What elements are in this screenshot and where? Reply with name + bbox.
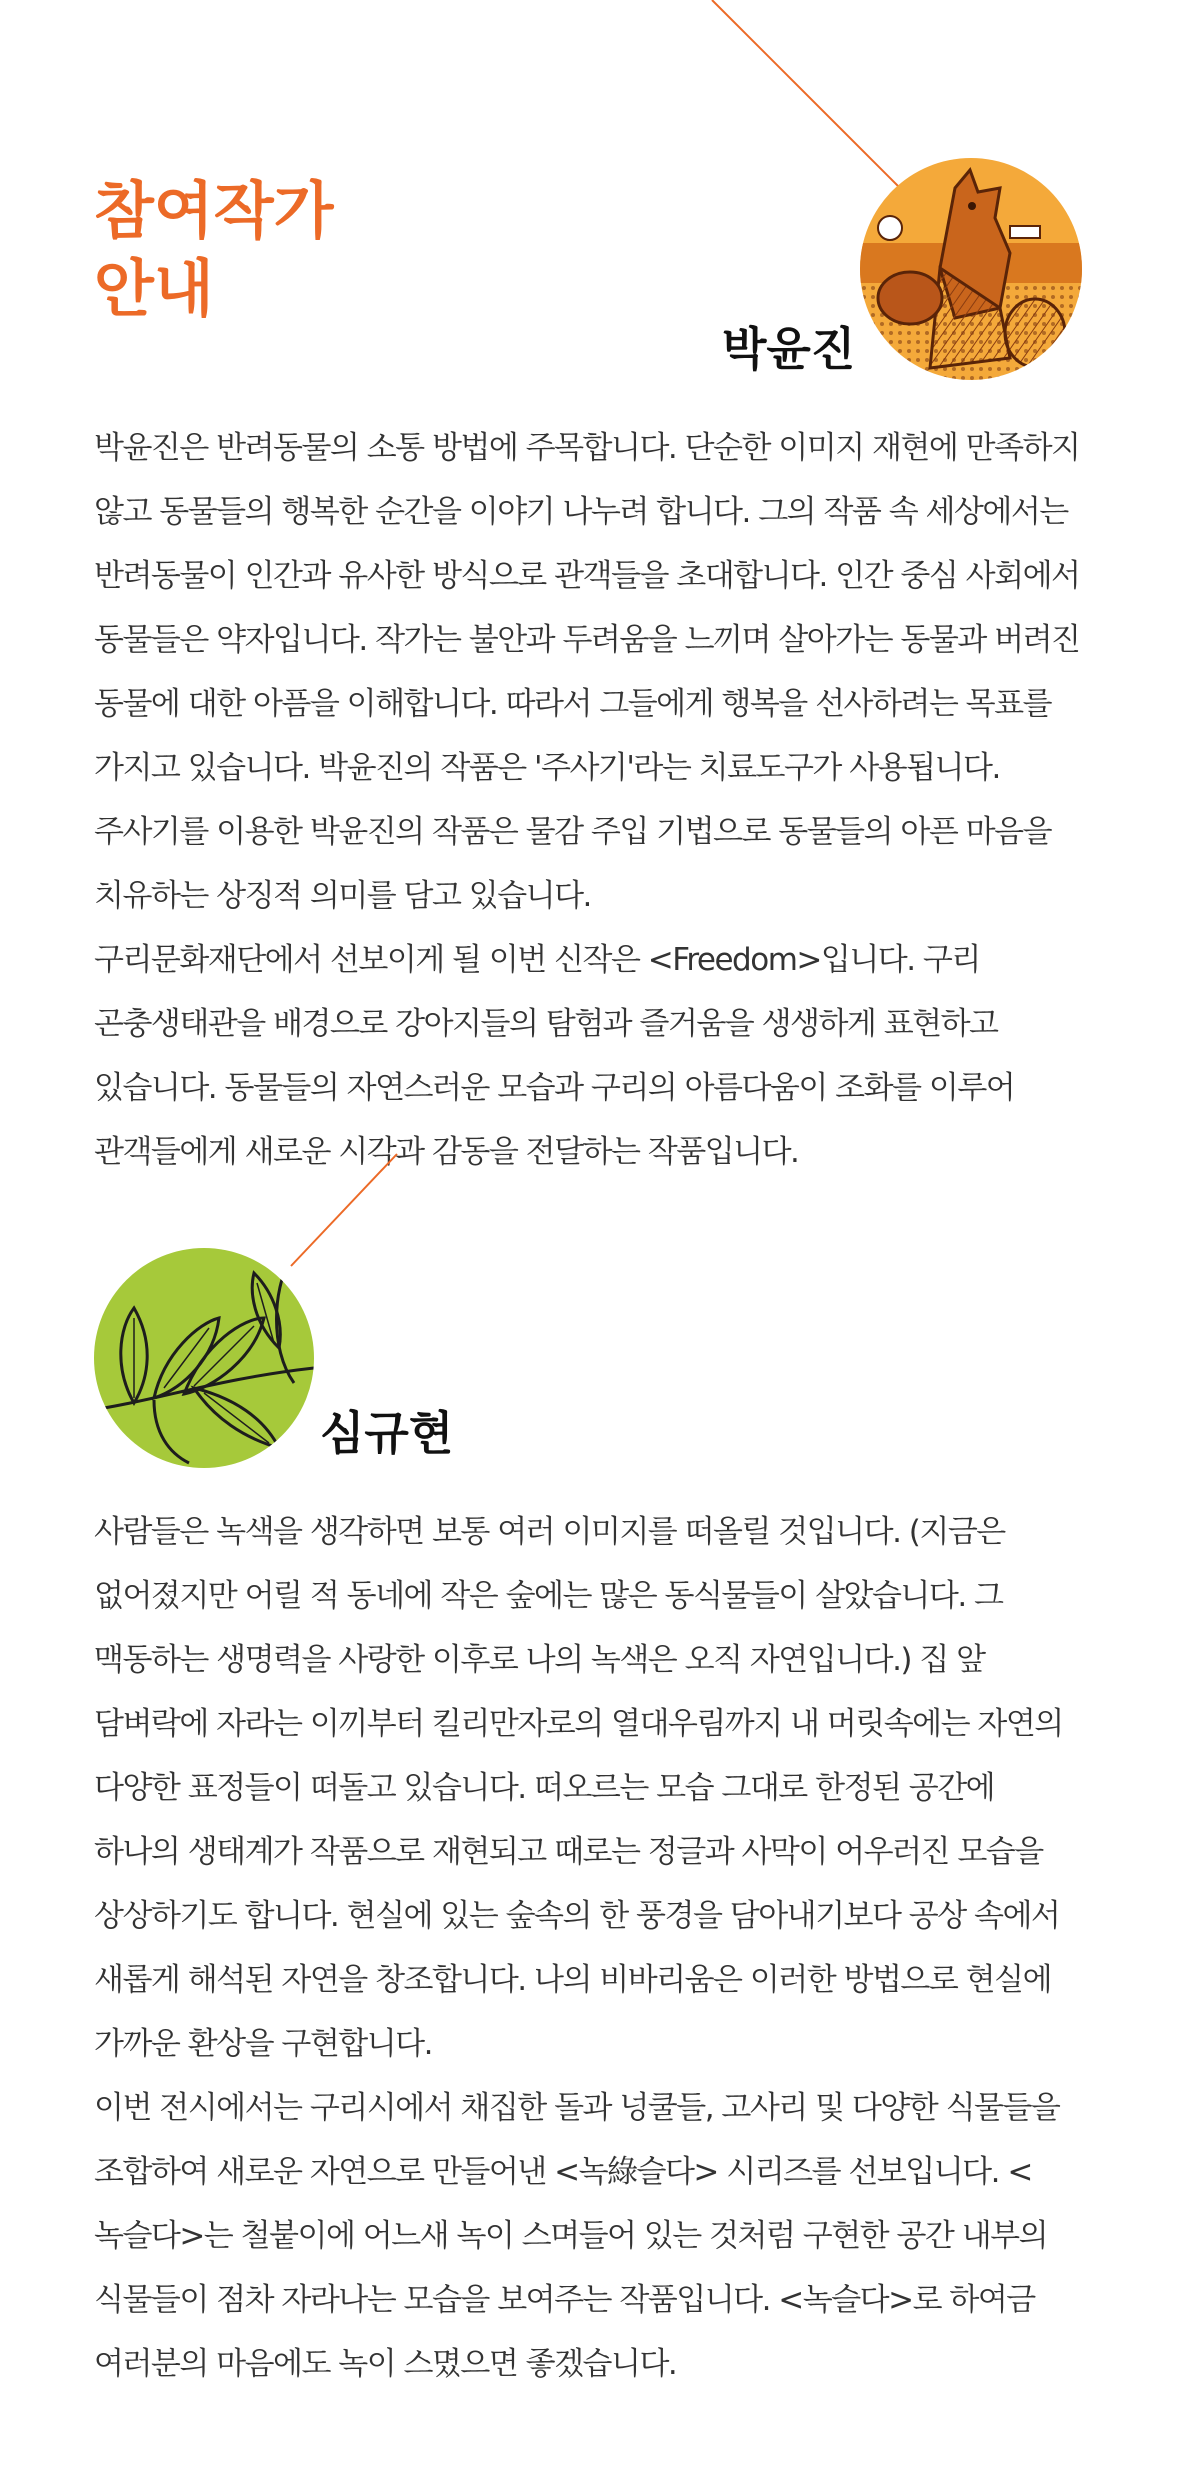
artist-bio-park-yunjin: [94, 416, 1084, 1184]
artist-bio-paragraph: 박윤진은 반려동물의 소통 방법에 주목합니다. 단순한 이미지 재현에 만족하지 않고 동물들의 행복한 순간을 이야기 나누려 합니다. 그의 작품 속 세상에서는 반려동물이 인간과 유사한 방식으로 관객들을 초대합니다. 인간 중심 사회에서 동물들은 약자입니다. 작가는 불안과 두려움을 느끼며 살아가는 동물과 버려진 동물에 대한 아픔을 이해합니다. 따라서 그들에게 행복을 선사하려는 목표를 가지고 있습니다. 박윤진의 작품은 '주사기'라는 치료도구가 사용됩니다. 주사기를 이용한 박윤진의 작품은 물감 주입 기법으로 동물들의 아픈 마음을 치유하는 상징적 의미를 담고 있습니다.: [94, 430, 1080, 914]
page-heading-line2: 안내: [94, 252, 214, 325]
artist-name-sim-gyuhyeon: 심규현: [320, 1406, 454, 1460]
artist-bio-paragraph: 사람들은 녹색을 생각하면 보통 여러 이미지를 떠올릴 것입니다. (지금은 없어졌지만 어릴 적 동네에 작은 숲에는 많은 동식물들이 살았습니다. 그 맥동하는 생명력을 사랑한 이후로 나의 녹색은 오직 자연입니다.) 집 앞 담벼락에 자라는 이끼부터 킬리만자로의 열대우림까지 내 머릿속에는 자연의 다양한 표정들이 떠돌고 있습니다. 떠오르는 모습 그대로 한정된 공간에 하나의 생태계가 작품으로 재현되고 때로는 정글과 사막이 어우러진 모습을 상상하기도 합니다. 현실에 있는 숲속의 한 풍경을 담아내기보다 공상 속에서 새롭게 해석된 자연을 창조합니다. 나의 비바리움은 이러한 방법으로 현실에 가까운 환상을 구현합니다.: [94, 1514, 1063, 2062]
artist-bio-paragraph: 이번 전시에서는 구리시에서 채집한 돌과 넝쿨들, 고사리 및 다양한 식물들을 조합하여 새로운 자연으로 만들어낸 <녹綠슬다> 시리즈를 선보입니다. <녹슬다>는 철붙이에 어느새 녹이 스며들어 있는 것처럼 구현한 공간 내부의 식물들이 점차 자라나는 모습을 보여주는 작품입니다. <녹슬다>로 하여금 여러분의 마음에도 녹이 스몄으면 좋겠습니다.: [94, 2090, 1060, 2382]
page-heading: [94, 172, 334, 328]
artist-bio-paragraph: 구리문화재단에서 선보이게 될 이번 신작은 <Freedom>입니다. 구리 곤충생태관을 배경으로 강아지들의 탐험과 즐거움을 생생하게 표현하고 있습니다. 동물들의 자연스러운 모습과 구리의 아름다움이 조화를 이루어 관객들에게 새로운 시각과 감동을 전달하는 작품입니다.: [94, 942, 1015, 1170]
artist-name-park-yunjin: 박윤진: [722, 322, 856, 376]
page-heading-line1: 참여작가: [94, 174, 334, 247]
artist-bio-sim-gyuhyeon: [94, 1500, 1084, 2396]
artist-image-sim-gyuhyeon: [94, 1248, 314, 1468]
artist-image-park-yunjin: [860, 158, 1082, 380]
